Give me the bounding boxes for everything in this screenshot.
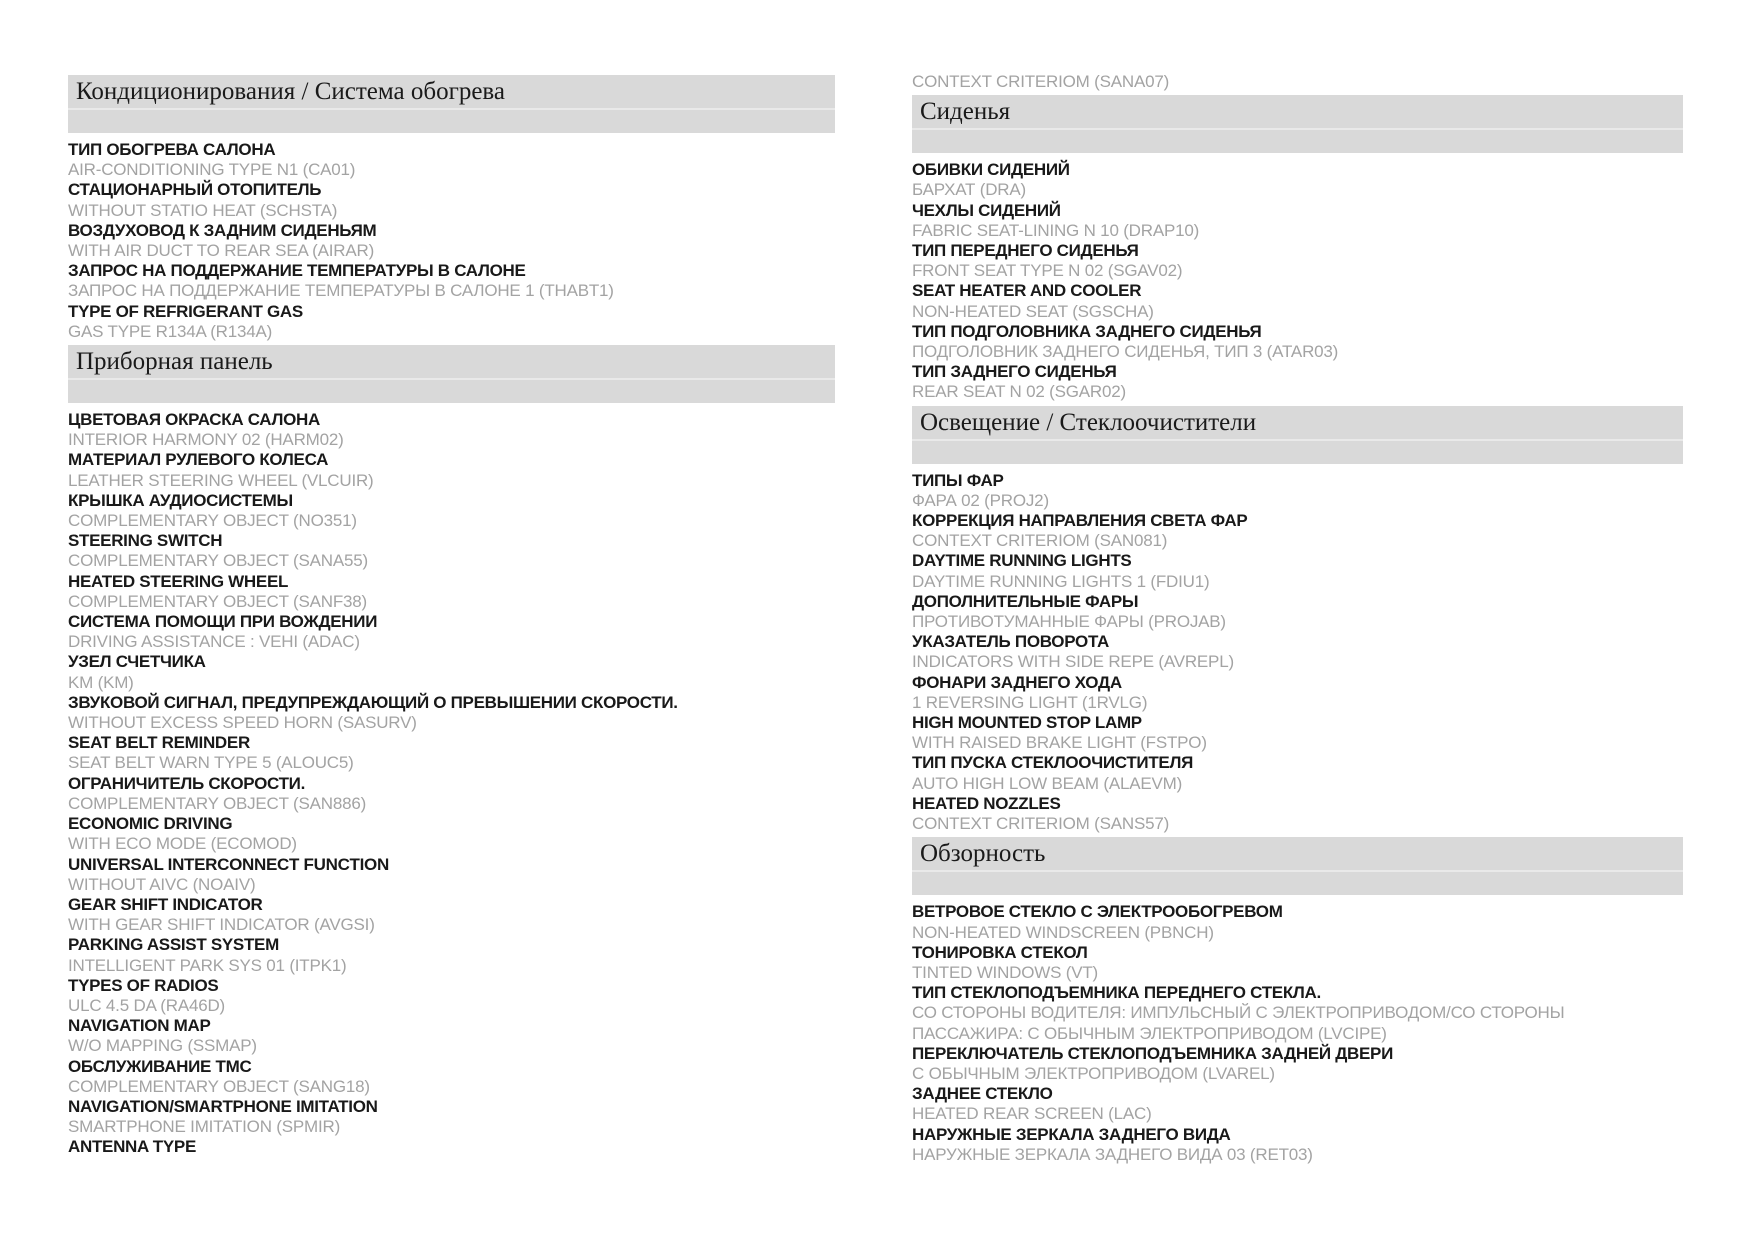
section-title: Кондиционирования / Система обогрева [76, 78, 506, 105]
spec-value: CONTEXT CRITERIOM (SANA07) [912, 72, 1170, 91]
spec-value: WITHOUT STATIO HEAT (SCHSTA) [68, 200, 338, 220]
spec-label: ЧЕХЛЫ СИДЕНИЙ [912, 200, 1061, 220]
spec-value: AIR-CONDITIONING TYPE N1 (CA01) [68, 160, 356, 180]
spec-value: COMPLEMENTARY OBJECT (SANG18) [68, 1076, 370, 1096]
section-header-title-band [912, 95, 1683, 128]
spec-label: ТИП ОБОГРЕВА САЛОНА [68, 140, 276, 159]
section-header [68, 75, 835, 133]
spec-value: KM (KM) [68, 672, 134, 692]
section-header [912, 95, 1683, 153]
spec-value: DRIVING ASSISTANCE : VEHI (ADAC) [68, 632, 360, 652]
spec-label: SEAT BELT REMINDER [68, 733, 250, 753]
spec-item [912, 1044, 1683, 1084]
spec-label: HEATED STEERING WHEEL [68, 571, 289, 591]
spec-label: ДОПОЛНИТЕЛЬНЫЕ ФАРЫ [912, 591, 1139, 611]
spec-value: ПРОТИВОТУМАННЫЕ ФАРЫ (PROJAB) [912, 612, 1226, 632]
spec-label: UNIVERSAL INTERCONNECT FUNCTION [68, 854, 389, 874]
spec-item [68, 221, 835, 261]
spec-value: COMPLEMENTARY OBJECT (NO351) [68, 511, 357, 531]
spec-value: FABRIC SEAT-LINING N 10 (DRAP10) [912, 220, 1200, 240]
spec-label: HIGH MOUNTED STOP LAMP [912, 713, 1142, 733]
spec-item [68, 531, 835, 571]
spec-label: КОРРЕКЦИЯ НАПРАВЛЕНИЯ СВЕТА ФАР [912, 511, 1248, 531]
spec-label: ТИП ПУСКА СТЕКЛООЧИСТИТЕЛЯ [912, 753, 1194, 773]
spec-label: ЗАДНЕЕ СТЕКЛО [912, 1084, 1053, 1104]
section-header [912, 406, 1683, 464]
spec-value: COMPLEMENTARY OBJECT (SANA55) [68, 551, 368, 571]
spec-value: DAYTIME RUNNING LIGHTS 1 (FDIU1) [912, 571, 1210, 591]
spec-item [912, 902, 1683, 942]
spec-value: GAS TYPE R134A (R134A) [68, 321, 273, 341]
spec-item [912, 713, 1683, 753]
spec-label: DAYTIME RUNNING LIGHTS [912, 551, 1132, 571]
spec-value: NON-HEATED WINDSCREEN (PBNCH) [912, 922, 1214, 942]
spec-label: ТИП СТЕКЛОПОДЪЕМНИКА ПЕРЕДНЕГО СТЕКЛА. [912, 983, 1321, 1003]
spec-value: ЗАПРОС НА ПОДДЕРЖАНИЕ ТЕМПЕРАТУРЫ В САЛОНЕ 1 (THABT1) [68, 281, 614, 301]
spec-value: WITH AIR DUCT TO REAR SEA (AIRAR) [68, 241, 375, 261]
spec-value: 1 REVERSING LIGHT (1RVLG) [912, 692, 1148, 712]
spec-label: ОБИВКИ СИДЕНИЙ [912, 160, 1070, 180]
spec-label: HEATED NOZZLES [912, 793, 1061, 813]
spec-item [68, 302, 835, 342]
spec-item [912, 592, 1683, 632]
section-header-title-band [912, 406, 1683, 439]
spec-value: SEAT BELT WARN TYPE 5 (ALOUC5) [68, 753, 354, 773]
spec-item [68, 935, 835, 975]
spec-column-left [68, 75, 835, 1158]
spec-item [68, 652, 835, 692]
spec-item [68, 814, 835, 854]
spec-value: СО СТОРОНЫ ВОДИТЕЛЯ: ИМПУЛЬСНЫЙ С ЭЛЕКТРОПРИВОДОМ/СО СТОРОНЫ ПАССАЖИРА: С ОБЫЧНЫМ ЭЛЕКТРОПРИВОДОМ (LVCIPE) [912, 1003, 1565, 1043]
spec-label: СТАЦИОНАРНЫЙ ОТОПИТЕЛЬ [68, 180, 322, 200]
spec-label: TYPES OF RADIOS [68, 975, 219, 995]
spec-item [912, 362, 1683, 402]
spec-item [68, 612, 835, 652]
spec-value: TINTED WINDOWS (VT) [912, 962, 1099, 982]
spec-item [68, 855, 835, 895]
spec-value: БАРХАТ (DRA) [912, 180, 1026, 200]
spec-value: WITHOUT EXCESS SPEED HORN (SASURV) [68, 713, 417, 733]
spec-value: HEATED REAR SCREEN (LAC) [912, 1104, 1152, 1124]
spec-label: ФОНАРИ ЗАДНЕГО ХОДА [912, 672, 1122, 692]
section-header-blank-band [912, 439, 1683, 464]
spec-value: НАРУЖНЫЕ ЗЕРКАЛА ЗАДНЕГО ВИДА 03 (RET03) [912, 1144, 1313, 1164]
spec-label: ЗАПРОС НА ПОДДЕРЖАНИЕ ТЕМПЕРАТУРЫ В САЛОНЕ [68, 261, 526, 281]
spec-item [912, 511, 1683, 551]
spec-label: ВОЗДУХОВОД К ЗАДНИМ СИДЕНЬЯМ [68, 220, 377, 240]
spec-label: ТИП ПОДГОЛОВНИКА ЗАДНЕГО СИДЕНЬЯ [912, 321, 1262, 341]
section-header-title-band [912, 837, 1683, 870]
spec-value: CONTEXT CRITERIOM (SANS57) [912, 814, 1170, 834]
spec-value: LEATHER STEERING WHEEL (VLCUIR) [68, 470, 374, 490]
spec-item [68, 1137, 835, 1157]
spec-item [912, 794, 1683, 834]
spec-value: WITH GEAR SHIFT INDICATOR (AVGSI) [68, 915, 375, 935]
spec-label: МАТЕРИАЛ РУЛЕВОГО КОЛЕСА [68, 450, 329, 470]
spec-value: SMARTPHONE IMITATION (SPMIR) [68, 1117, 341, 1137]
spec-label: КРЫШКА АУДИОСИСТЕМЫ [68, 490, 293, 510]
spec-label: ВЕТРОВОЕ СТЕКЛО С ЭЛЕКТРООБОГРЕВОМ [912, 902, 1283, 922]
section-title: Приборная панель [76, 348, 273, 376]
spec-item [68, 976, 835, 1016]
spec-label: НАРУЖНЫЕ ЗЕРКАЛА ЗАДНЕГО ВИДА [912, 1124, 1231, 1144]
spec-item [912, 241, 1683, 281]
spec-value: С ОБЫЧНЫМ ЭЛЕКТРОПРИВОДОМ (LVAREL) [912, 1063, 1275, 1083]
spec-item [912, 160, 1683, 200]
spec-item [912, 551, 1683, 591]
spec-value: ФАРА 02 (PROJ2) [912, 490, 1049, 510]
spec-label: ANTENNA TYPE [68, 1137, 197, 1157]
spec-value: CONTEXT CRITERIOM (SAN081) [912, 531, 1168, 551]
section-header-blank-band [912, 870, 1683, 895]
spec-item [68, 895, 835, 935]
spec-label: NAVIGATION MAP [68, 1016, 211, 1036]
spec-value: FRONT SEAT TYPE N 02 (SGAV02) [912, 261, 1183, 281]
spec-label: ТИП ПЕРЕДНЕГО СИДЕНЬЯ [912, 241, 1139, 261]
spec-item [912, 72, 1683, 92]
spec-item [912, 322, 1683, 362]
spec-item [912, 281, 1683, 321]
spec-column-right [912, 72, 1683, 1165]
spec-value: INTELLIGENT PARK SYS 01 (ITPK1) [68, 955, 347, 975]
spec-value: ULC 4.5 DA (RA46D) [68, 995, 226, 1015]
spec-label: УКАЗАТЕЛЬ ПОВОРОТА [912, 632, 1109, 652]
spec-label: ТИП ЗАДНЕГО СИДЕНЬЯ [912, 362, 1117, 382]
spec-item [912, 673, 1683, 713]
spec-value: ПОДГОЛОВНИК ЗАДНЕГО СИДЕНЬЯ, ТИП 3 (ATAR03) [912, 342, 1339, 362]
section-header-blank-band [912, 128, 1683, 153]
spec-label: УЗЕЛ СЧЕТЧИКА [68, 652, 206, 672]
section-title: Сиденья [920, 98, 1011, 126]
section-title: Освещение / Стеклоочистители [920, 408, 1257, 436]
spec-label: STEERING SWITCH [68, 531, 223, 551]
spec-item [68, 1097, 835, 1137]
spec-item [912, 753, 1683, 793]
spec-item [912, 983, 1683, 1044]
spec-item [912, 201, 1683, 241]
spec-label: PARKING ASSIST SYSTEM [68, 935, 279, 955]
spec-value: AUTO HIGH LOW BEAM (ALAEVM) [912, 773, 1183, 793]
spec-value: COMPLEMENTARY OBJECT (SAN886) [68, 793, 367, 813]
spec-item [68, 774, 835, 814]
spec-item [68, 410, 835, 450]
spec-item [68, 491, 835, 531]
spec-label: ЗВУКОВОЙ СИГНАЛ, ПРЕДУПРЕЖДАЮЩИЙ О ПРЕВЫШЕНИИ СКОРОСТИ. [68, 692, 678, 712]
spec-item [68, 1057, 835, 1097]
spec-item [912, 1084, 1683, 1124]
spec-label: ЦВЕТОВАЯ ОКРАСКА САЛОНА [68, 410, 320, 430]
spec-label: TYPE OF REFRIGERANT GAS [68, 301, 303, 321]
spec-item [912, 471, 1683, 511]
section-header [912, 837, 1683, 895]
spec-item [912, 1125, 1683, 1165]
spec-value: REAR SEAT N 02 (SGAR02) [912, 382, 1126, 402]
spec-item [68, 572, 835, 612]
spec-value: NON-HEATED SEAT (SGSCHA) [912, 301, 1154, 321]
spec-item [68, 180, 835, 220]
spec-label: SEAT HEATER AND COOLER [912, 281, 1142, 301]
section-header [68, 345, 835, 403]
spec-value: INTERIOR HARMONY 02 (HARM02) [68, 430, 344, 450]
spec-item [68, 1016, 835, 1056]
spec-item [68, 450, 835, 490]
spec-value: WITH RAISED BRAKE LIGHT (FSTPO) [912, 733, 1207, 753]
spec-item [68, 140, 835, 180]
spec-label: ECONOMIC DRIVING [68, 814, 233, 834]
spec-item [68, 261, 835, 301]
spec-label: СИСТЕМА ПОМОЩИ ПРИ ВОЖДЕНИИ [68, 612, 378, 632]
spec-label: ТОНИРОВКА СТЕКОЛ [912, 942, 1088, 962]
spec-label: ТИПЫ ФАР [912, 470, 1004, 490]
spec-label: NAVIGATION/SMARTPHONE IMITATION [68, 1096, 378, 1116]
spec-item [68, 733, 835, 773]
spec-item [912, 632, 1683, 672]
spec-label: GEAR SHIFT INDICATOR [68, 894, 263, 914]
spec-value: W/O MAPPING (SSMAP) [68, 1036, 257, 1056]
spec-label: ОБСЛУЖИВАНИЕ ТМС [68, 1056, 252, 1076]
section-title: Обзорность [920, 840, 1046, 868]
spec-value: WITH ECO MODE (ECOMOD) [68, 834, 297, 854]
section-header-title-band [68, 345, 835, 378]
spec-label: ПЕРЕКЛЮЧАТЕЛЬ СТЕКЛОПОДЪЕМНИКА ЗАДНЕЙ ДВЕРИ [912, 1043, 1394, 1063]
spec-value: INDICATORS WITH SIDE REPE (AVREPL) [912, 652, 1234, 672]
spec-value: COMPLEMENTARY OBJECT (SANF38) [68, 591, 368, 611]
spec-label: ОГРАНИЧИТЕЛЬ СКОРОСТИ. [68, 773, 306, 793]
spec-item [68, 693, 835, 733]
spec-item [912, 943, 1683, 983]
spec-value: WITHOUT AIVC (NOAIV) [68, 874, 256, 894]
section-header-title-band [68, 75, 835, 108]
section-header-blank-band [68, 108, 835, 133]
section-header-blank-band [68, 378, 835, 403]
